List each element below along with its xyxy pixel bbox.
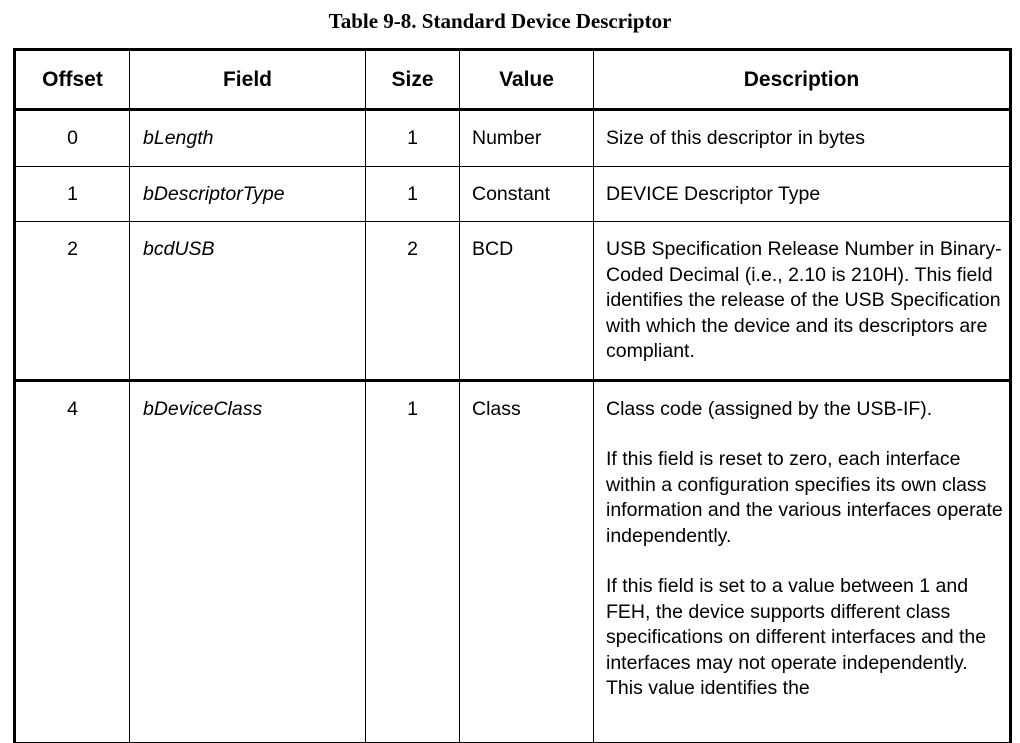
- size-cell: 1: [366, 110, 460, 167]
- column-header-offset: Offset: [15, 50, 130, 110]
- offset-cell: 1: [15, 166, 130, 222]
- offset-cell: 4: [15, 380, 130, 742]
- offset-cell: 2: [15, 222, 130, 381]
- value-cell: Class: [460, 380, 594, 742]
- field-cell: bDeviceClass: [130, 380, 366, 742]
- table-row: [15, 222, 1011, 381]
- column-header-field: Field: [130, 50, 366, 110]
- column-header-description: Description: [594, 50, 1011, 110]
- table-row: [15, 110, 1011, 167]
- size-cell: 2: [366, 222, 460, 381]
- value-cell: BCD: [460, 222, 594, 381]
- column-header-size: Size: [366, 50, 460, 110]
- description-cell: [594, 380, 1011, 742]
- description-cell: [594, 166, 1011, 222]
- table-row: [15, 380, 1011, 742]
- description-text: If this field is set to a value between 1 and FEH, the device supports different class specifications on different interfaces and the interfaces may not operate independently. This value identifies the: [606, 575, 987, 699]
- description-text: DEVICE Descriptor Type: [606, 182, 821, 205]
- description-cell: [594, 222, 1011, 381]
- description-text: If this field is reset to zero, each interface within a configuration specifies its own class information and the various interfaces operate independently.: [606, 448, 1003, 547]
- description-text: USB Specification Release Number in Binary-Coded Decimal (i.e., 2.10 is 210H). This field identifies the release of the USB Specification with which the device and its descriptors are compliant.: [606, 238, 1002, 362]
- header-row: [15, 50, 1011, 110]
- size-cell: 1: [366, 166, 460, 222]
- field-cell: bLength: [130, 110, 366, 167]
- size-cell: 1: [366, 380, 460, 742]
- field-cell: bDescriptorType: [130, 166, 366, 222]
- description-cell: [594, 110, 1011, 167]
- description-text: Size of this descriptor in bytes: [606, 127, 866, 149]
- table-title: Table 9-8. Standard Device Descriptor: [328, 9, 672, 33]
- column-header-value: Value: [460, 50, 594, 110]
- value-cell: Number: [460, 110, 594, 167]
- table-row: [15, 166, 1011, 222]
- standard-device-descriptor-table: [13, 48, 1012, 743]
- description-text: Class code (assigned by the USB-IF).: [606, 397, 933, 420]
- value-cell: Constant: [460, 166, 594, 222]
- field-cell: bcdUSB: [130, 222, 366, 381]
- offset-cell: 0: [15, 110, 130, 167]
